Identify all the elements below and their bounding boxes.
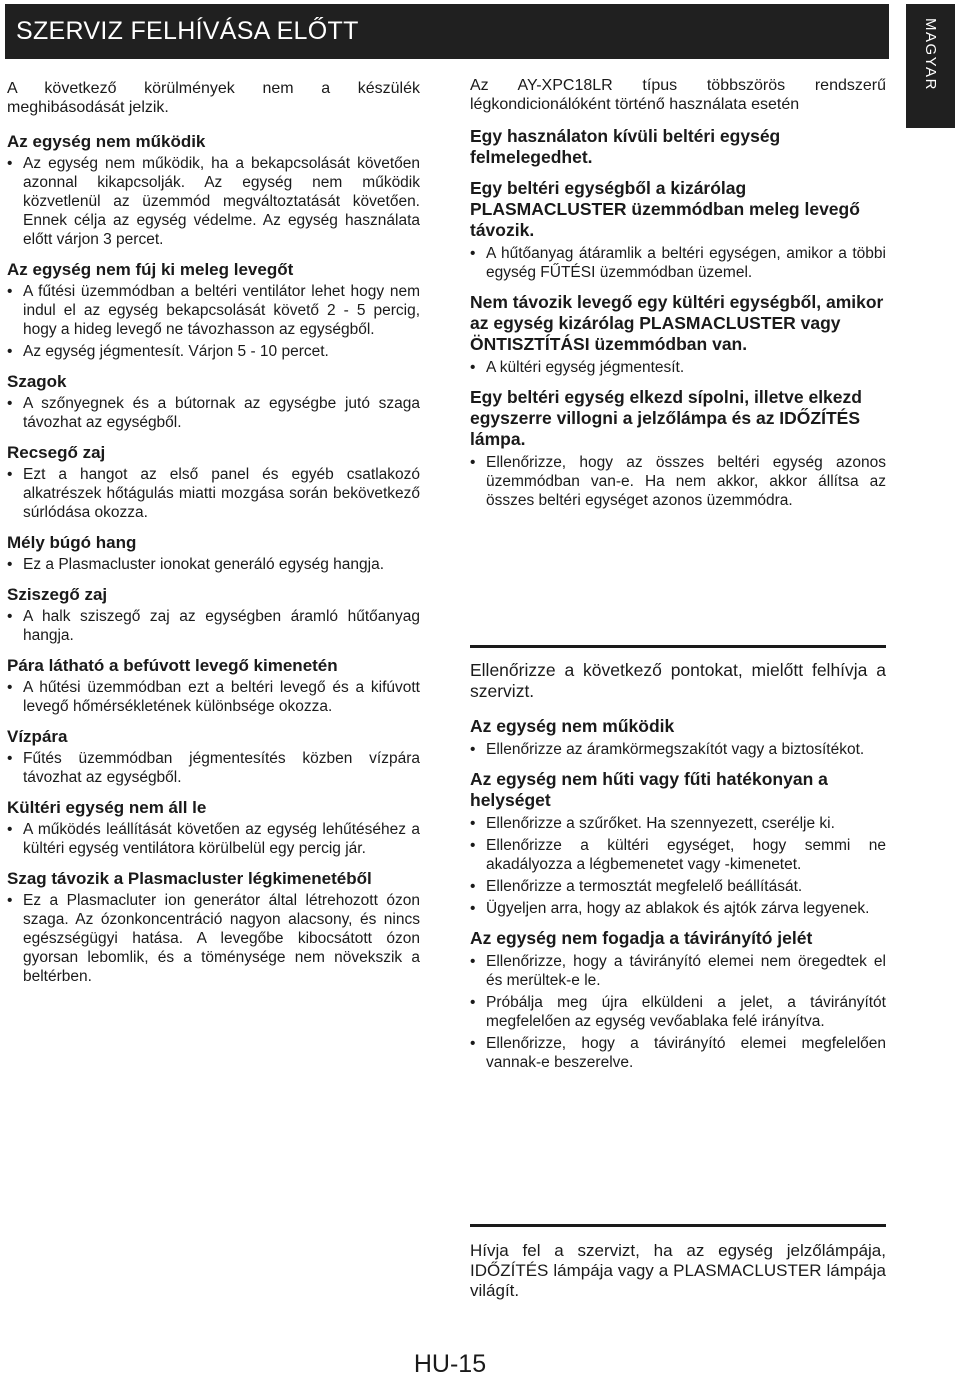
multi-system-intro: Az AY-XPC18LR típus többszörös rendszerű légkondicionálóként történő használata esetén <box>470 77 886 113</box>
section-heading: Az egység nem működik <box>470 716 675 736</box>
bullet-icon: • <box>470 741 476 758</box>
section <box>7 584 420 645</box>
section <box>470 387 886 510</box>
footer-note: Hívja fel a szervizt, ha az egység jelzőlámpája, IDŐZÍTÉS lámpája vagy a PLASMACLUSTER lámpája világít. <box>470 1241 886 1300</box>
bullet-icon: • <box>7 892 13 909</box>
bullet-text: Az egység nem működik, ha a bekapcsolását követően azonnal kikapcsolják. Az egység nem működik közvetlenül az üzemmód megváltoztatását követően. Ennek célja az egység védelme. Az egység használata előtt várjon 3 percet. <box>23 155 420 248</box>
right-column <box>470 76 886 520</box>
bullet-icon: • <box>7 155 13 172</box>
bullet-text: Ellenőrizze, hogy a távirányító elemei megfelelően vannak-e beszerelve. <box>486 1035 886 1071</box>
section <box>7 726 420 787</box>
section-heading: Szag távozik a Plasmacluster légkimenetéből <box>7 869 372 888</box>
bullet-icon: • <box>7 679 13 696</box>
bullet-text: A hűtőanyag átáramlik a beltéri egységen, amikor a többi egység FŰTÉSI üzemmódban üzemel. <box>486 245 886 281</box>
section-heading: Egy beltéri egységből a kizárólag PLASMACLUSTER üzemmódban meleg levegő távozik. <box>470 178 860 240</box>
bullet-item <box>470 877 886 896</box>
page-number: HU-15 <box>413 1350 487 1378</box>
bullet-icon: • <box>7 395 13 412</box>
section-heading: Az egység nem fúj ki meleg levegőt <box>7 260 294 279</box>
bullet-text: A fűtési üzemmódban a beltéri ventilátor lehet hogy nem indul el az egység bekapcsolását követő 2 - 5 percig, hogy a hideg levegő ne távozhasson az egységből. <box>23 283 420 338</box>
bullet-icon: • <box>470 245 476 262</box>
bullet-item <box>7 394 420 432</box>
bullet-item <box>470 952 886 990</box>
page-title: SZERVIZ FELHÍVÁSA ELŐTT <box>5 4 889 59</box>
section-heading: Az egység nem fogadja a távirányító jelét <box>470 928 813 948</box>
bullet-text: Ellenőrizze a szűrőket. Ha szennyezett, cserélje ki. <box>486 815 835 832</box>
section-heading: Pára látható a befúvott levegő kimenetén <box>7 656 338 675</box>
bullet-icon: • <box>7 343 13 360</box>
bullet-item <box>7 555 420 574</box>
section <box>470 716 886 759</box>
bullet-item <box>7 678 420 716</box>
bullet-text: Ellenőrizze a termosztát megfelelő beállítását. <box>486 878 803 895</box>
section-heading: Az egység nem hűti vagy fűti hatékonyan a helységet <box>470 769 828 810</box>
bullet-text: Ellenőrizze, hogy az összes beltéri egység azonos üzemmódban van-e. Ha nem akkor, akkor állítsa az összes beltéri egységet azonos üzemmódra. <box>486 454 886 509</box>
bullet-text: Fűtés üzemmódban jégmentesítés közben vízpára távozhat az egységből. <box>23 750 420 786</box>
section-heading: Vízpára <box>7 727 68 746</box>
bullet-text: Próbálja meg újra elküldeni a jelet, a távirányítót megfelelően az egység vevőablaka felé irányítva. <box>486 994 886 1030</box>
bullet-icon: • <box>470 359 476 376</box>
bullet-icon: • <box>7 750 13 767</box>
language-tab: MAGYAR <box>906 4 955 128</box>
bullet-icon: • <box>470 953 476 970</box>
bullet-item <box>7 154 420 249</box>
bullet-text: Ügyeljen arra, hogy az ablakok és ajtók zárva legyenek. <box>486 900 870 917</box>
bullet-item <box>7 282 420 339</box>
bullet-item <box>470 993 886 1031</box>
bullet-text: A halk sziszegő zaj az egységben áramló hűtőanyag hangja. <box>23 608 420 644</box>
bullet-icon: • <box>7 556 13 573</box>
section <box>7 868 420 986</box>
section <box>470 928 886 1072</box>
section-heading: Egy beltéri egység elkezd sípolni, illetve elkezd egyszerre villogni a jelzőlámpa és az IDŐZÍTÉS lámpa. <box>470 387 862 449</box>
bullet-icon: • <box>470 815 476 832</box>
bullet-text: A kültéri egység jégmentesít. <box>486 359 685 376</box>
left-column <box>7 79 420 996</box>
bullet-text: Az egység jégmentesít. Várjon 5 - 10 percet. <box>23 343 329 360</box>
bullet-item <box>470 836 886 874</box>
bullet-item <box>7 820 420 858</box>
section <box>470 769 886 918</box>
intro-text: A következő körülmények nem a készülék meghibásodását jelzik. <box>7 80 420 116</box>
section-heading: Egy használaton kívüli beltéri egység felmelegedhet. <box>470 126 781 167</box>
section <box>7 532 420 574</box>
section-heading: Az egység nem működik <box>7 132 206 151</box>
bullet-icon: • <box>7 283 13 300</box>
bullet-text: A hűtési üzemmódban ezt a beltéri levegő és a kifúvott levegő hőmérsékletének különbsége okozza. <box>23 679 420 715</box>
bullet-item <box>7 342 420 361</box>
bullet-icon: • <box>470 837 476 854</box>
section <box>7 442 420 522</box>
bullet-item <box>470 244 886 282</box>
section-heading: Nem távozik levegő egy kültéri egységből, amikor az egység kizárólag PLASMACLUSTER vagy ÖNTISZTÍTÁSI üzemmódban van. <box>470 292 884 354</box>
bullet-text: Ezt a hangot az első panel és egyéb csatlakozó alkatrészek hőtágulás miatti mozgása során bekövetkező súrlódása okozza. <box>23 466 420 521</box>
bullet-text: Ellenőrizze a kültéri egységet, hogy semmi ne akadályozza a légbemenetet vagy -kimenetet. <box>486 837 886 873</box>
bullet-icon: • <box>470 1035 476 1052</box>
bullet-text: A működés leállítását követően az egység lehűtéséhez a kültéri egység ventilátora körülbelül egy percig jár. <box>23 821 420 857</box>
bullet-item <box>470 358 886 377</box>
bullet-icon: • <box>470 900 476 917</box>
bullet-icon: • <box>7 466 13 483</box>
section <box>7 259 420 361</box>
bullet-text: Ellenőrizze az áramkörmegszakítót vagy a biztosítékot. <box>486 741 865 758</box>
section-heading: Mély búgó hang <box>7 533 137 552</box>
left-sections <box>7 131 420 986</box>
section-heading: Sziszegő zaj <box>7 585 108 604</box>
checklist-sections <box>470 716 886 1072</box>
section <box>7 371 420 432</box>
section <box>470 126 886 168</box>
bullet-item <box>470 453 886 510</box>
bullet-text: Ez a Plasmacluster ionokat generáló egység hangja. <box>23 556 385 573</box>
bullet-item <box>7 749 420 787</box>
bullet-item <box>470 814 886 833</box>
bullet-icon: • <box>470 994 476 1011</box>
section <box>7 131 420 249</box>
bullet-text: A szőnyegnek és a bútornak az egységbe jutó szaga távozhat az egységből. <box>23 395 420 431</box>
section <box>470 292 886 377</box>
bullet-item <box>470 899 886 918</box>
bullet-icon: • <box>470 454 476 471</box>
section <box>470 178 886 282</box>
section-heading: Szagok <box>7 372 67 391</box>
bullet-icon: • <box>7 608 13 625</box>
bullet-text: Ez a Plasmacluter ion generátor által létrehozott ózon szaga. Az ózonkoncentráció nagyon alacsony, és nincs egészségügyi hatása. A levegőbe kibocsátott ózon gyorsan lebomlik, és a töménysége nem növekszik a beltérben. <box>23 892 420 985</box>
bullet-item <box>7 607 420 645</box>
bullet-item <box>7 465 420 522</box>
bullet-item <box>470 740 886 759</box>
bullet-icon: • <box>7 821 13 838</box>
section <box>7 655 420 716</box>
checklist-block <box>470 645 886 1082</box>
section-heading: Recsegő zaj <box>7 443 106 462</box>
bullet-icon: • <box>470 878 476 895</box>
bullet-item <box>470 1034 886 1072</box>
bullet-item <box>7 891 420 986</box>
section <box>7 797 420 858</box>
footer-note-block <box>470 1224 886 1301</box>
bullet-text: Ellenőrizze, hogy a távirányító elemei nem öregedtek el és merültek-e le. <box>486 953 886 989</box>
checklist-intro: Ellenőrizze a következő pontokat, mielőtt felhívja a szervizt. <box>470 660 886 701</box>
section-heading: Kültéri egység nem áll le <box>7 798 207 817</box>
multi-system-sections <box>470 126 886 510</box>
